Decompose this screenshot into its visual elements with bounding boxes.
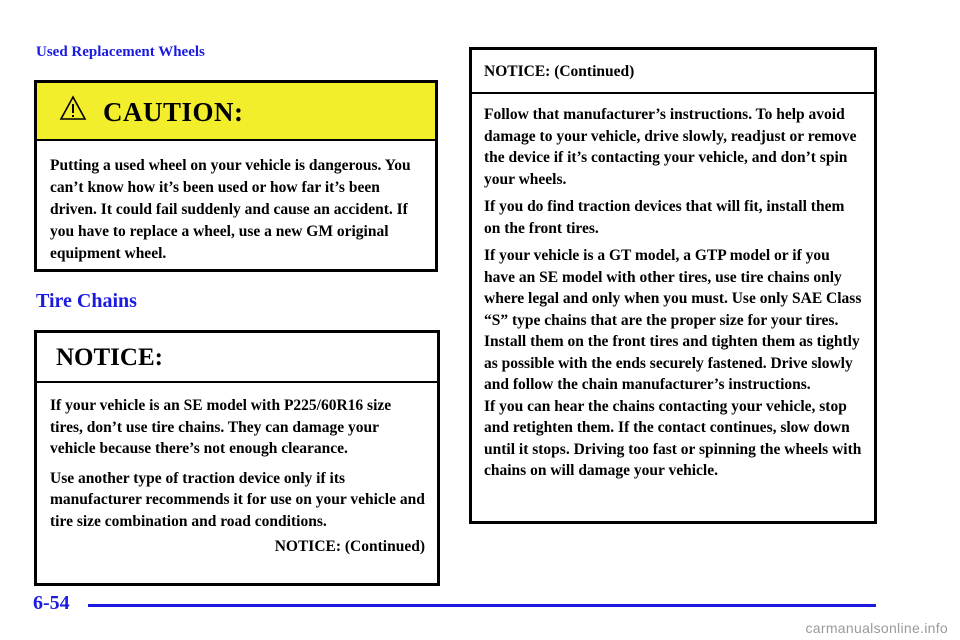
- notice-body: [37, 383, 437, 558]
- caution-box: [34, 80, 438, 272]
- notice-continued-header: [472, 50, 874, 94]
- right-paragraph-4: If you can hear the chains contacting your vehicle, stop and retighten them. If the contact continues, slow down until it stops. Driving too fast or spinning the wheels with chains on will damage your vehicle.: [484, 397, 862, 479]
- page-number: 6-54: [33, 592, 70, 614]
- notice-header: [37, 333, 437, 383]
- watermark: carmanualsonline.info: [805, 620, 948, 636]
- section-heading-used-replacement-wheels: Used Replacement Wheels: [36, 44, 205, 60]
- footer-rule: [88, 604, 876, 607]
- notice-box: [34, 330, 440, 586]
- caution-text: Putting a used wheel on your vehicle is dangerous. You can’t know how it’s been used or how far it’s been driven. It could fail suddenly and cause an accident. If you have to replace a wheel, use a new GM original equipment wheel.: [50, 157, 411, 262]
- notice-continued-title: NOTICE: (Continued): [484, 63, 635, 80]
- right-paragraph-3: If your vehicle is a GT model, a GTP model or if you have an SE model with other tires, use tire chains only where legal and only when you must. Use only SAE Class “S” type chains that are the proper size for your tires. Install them on the front tires and tighten them as tightly as possible with the ends securely fastened. Drive slowly and follow the chain manufacturer’s instructions.: [484, 247, 862, 393]
- warning-triangle-icon: [59, 95, 87, 121]
- notice-continued-label: NOTICE: (Continued): [274, 538, 425, 555]
- right-paragraph-2: If you do find traction devices that will fit, install them on the front tires.: [484, 198, 845, 237]
- notice-continued-body: [472, 94, 874, 482]
- right-paragraph-1: Follow that manufacturer’s instructions. To help avoid damage to your vehicle, drive slowly, readjust or remove the device if it’s contacting your vehicle, and don’t spin your wheels.: [484, 106, 857, 188]
- caution-header: [37, 83, 435, 141]
- notice-continued-box: [469, 47, 877, 524]
- notice-paragraph-2: Use another type of traction device only if its manufacturer recommends it for use on your vehicle and tire size combination and road conditions.: [50, 469, 425, 530]
- caution-title: CAUTION:: [103, 97, 244, 127]
- tire-chains-heading: Tire Chains: [36, 290, 137, 312]
- notice-title: NOTICE:: [56, 344, 163, 371]
- notice-paragraph-1: If your vehicle is an SE model with P225/60R16 size tires, don’t use tire chains. They can damage your vehicle because there’s not enough clearance.: [50, 397, 392, 457]
